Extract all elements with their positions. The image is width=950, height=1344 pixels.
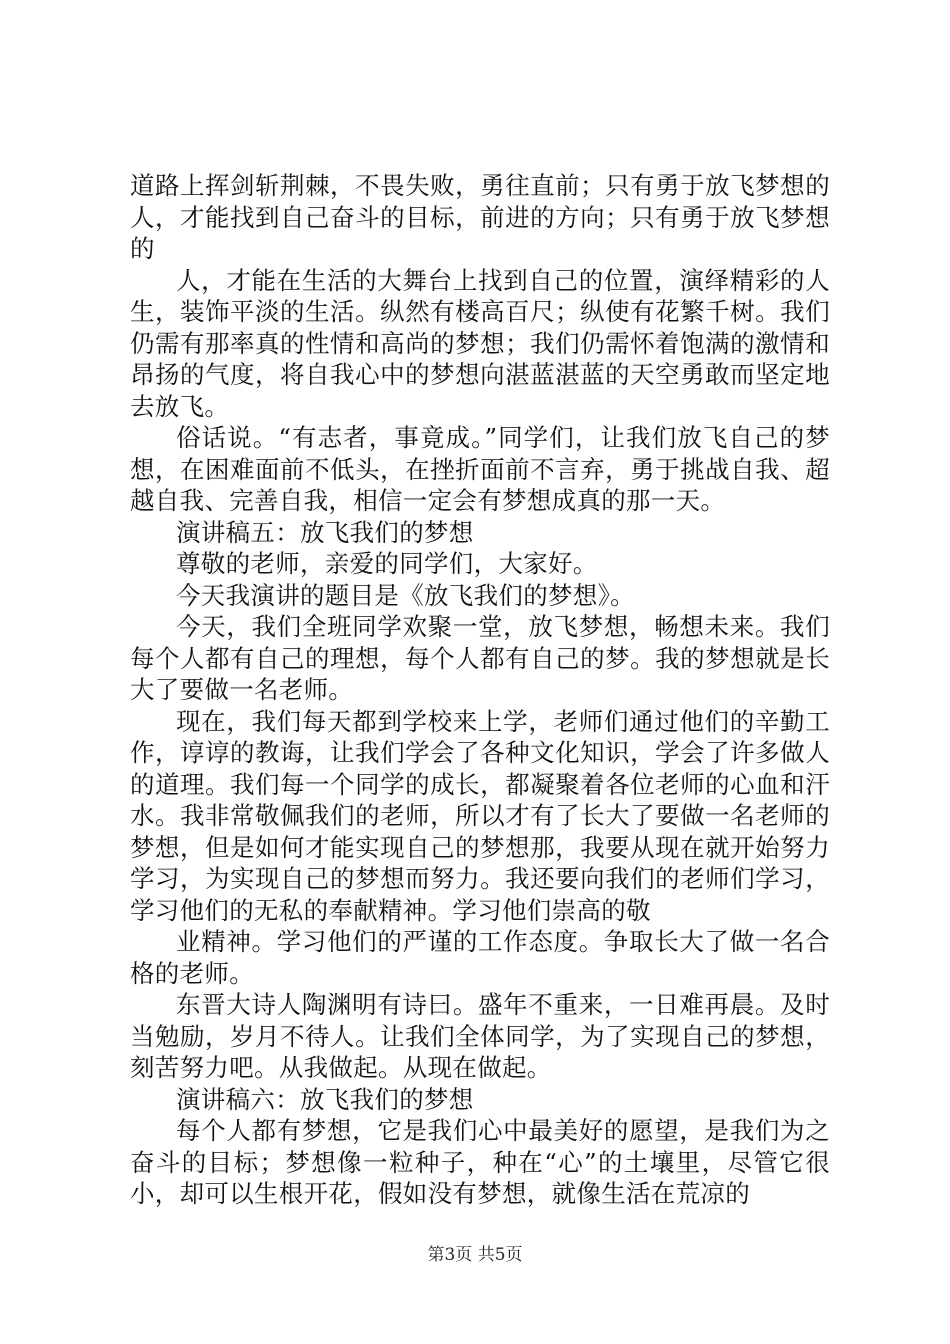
paragraph-1: 道路上挥剑斩荆棘，不畏失败，勇往直前；只有勇于放飞梦想的人，才能找到自己奋斗的目标，前进的方向；只有勇于放飞梦想的 (130, 171, 830, 263)
page-number-footer: 第3页 共5页 (427, 1245, 523, 1265)
paragraph-2: 人，才能在生活的大舞台上找到自己的位置，演绎精彩的人生，装饰平淡的生活。纵然有楼高百尺；纵使有花繁千树。我们仍需有那率真的性情和高尚的梦想；我们仍需怀着饱满的激情和昂扬的气度，将自我心中的梦想向湛蓝湛蓝的天空勇敢而坚定地去放飞。 (130, 265, 830, 421)
speech-six-heading: 演讲稿六：放飞我们的梦想 (176, 1084, 474, 1114)
paragraph-8: 现在，我们每天都到学校来上学，老师们通过他们的辛勤工作，谆谆的教诲，让我们学会了各种文化知识，学会了许多做人的道理。我们每一个同学的成长，都凝聚着各位老师的心血和汗水。我非常敬佩我们的老师，所以才有了长大了要做一名老师的梦想，但是如何才能实现自己的梦想那，我要从现在就开始努力学习，为实现自己的梦想而努力。我还要向我们的老师们学习，学习他们的无私的奉献精神。学习他们崇高的敬 (130, 706, 830, 925)
topic-paragraph: 今天我演讲的题目是《放飞我们的梦想》。 (176, 580, 635, 610)
paragraph-3: 俗话说。“有志者，事竟成。”同学们，让我们放飞自己的梦想，在困难面前不低头，在挫折面前不言弃，勇于挑战自我、超越自我、完善自我，相信一定会有梦想成真的那一天。 (130, 423, 830, 515)
greeting-paragraph: 尊敬的老师，亲爱的同学们，大家好。 (176, 549, 598, 578)
document-body (130, 170, 830, 1210)
paragraph-10: 东晋大诗人陶渊明有诗曰。盛年不重来，一日难再晨。及时当勉励，岁月不待人。让我们全体同学，为了实现自己的梦想，刻苦努力吧。从我做起。从现在做起。 (130, 990, 830, 1082)
paragraph-12: 每个人都有梦想，它是我们心中最美好的愿望，是我们为之奋斗的目标；梦想像一粒种子，种在“心”的土壤里，尽管它很小，却可以生根开花，假如没有梦想，就像生活在荒凉的 (130, 1116, 830, 1208)
speech-five-heading: 演讲稿五：放飞我们的梦想 (176, 517, 474, 547)
paragraph-9: 业精神。学习他们的严谨的工作态度。争取长大了做一名合格的老师。 (130, 927, 830, 988)
paragraph-7: 今天，我们全班同学欢聚一堂，放飞梦想，畅想未来。我们每个人都有自己的理想，每个人都有自己的梦。我的梦想就是长大了要做一名老师。 (130, 612, 830, 704)
